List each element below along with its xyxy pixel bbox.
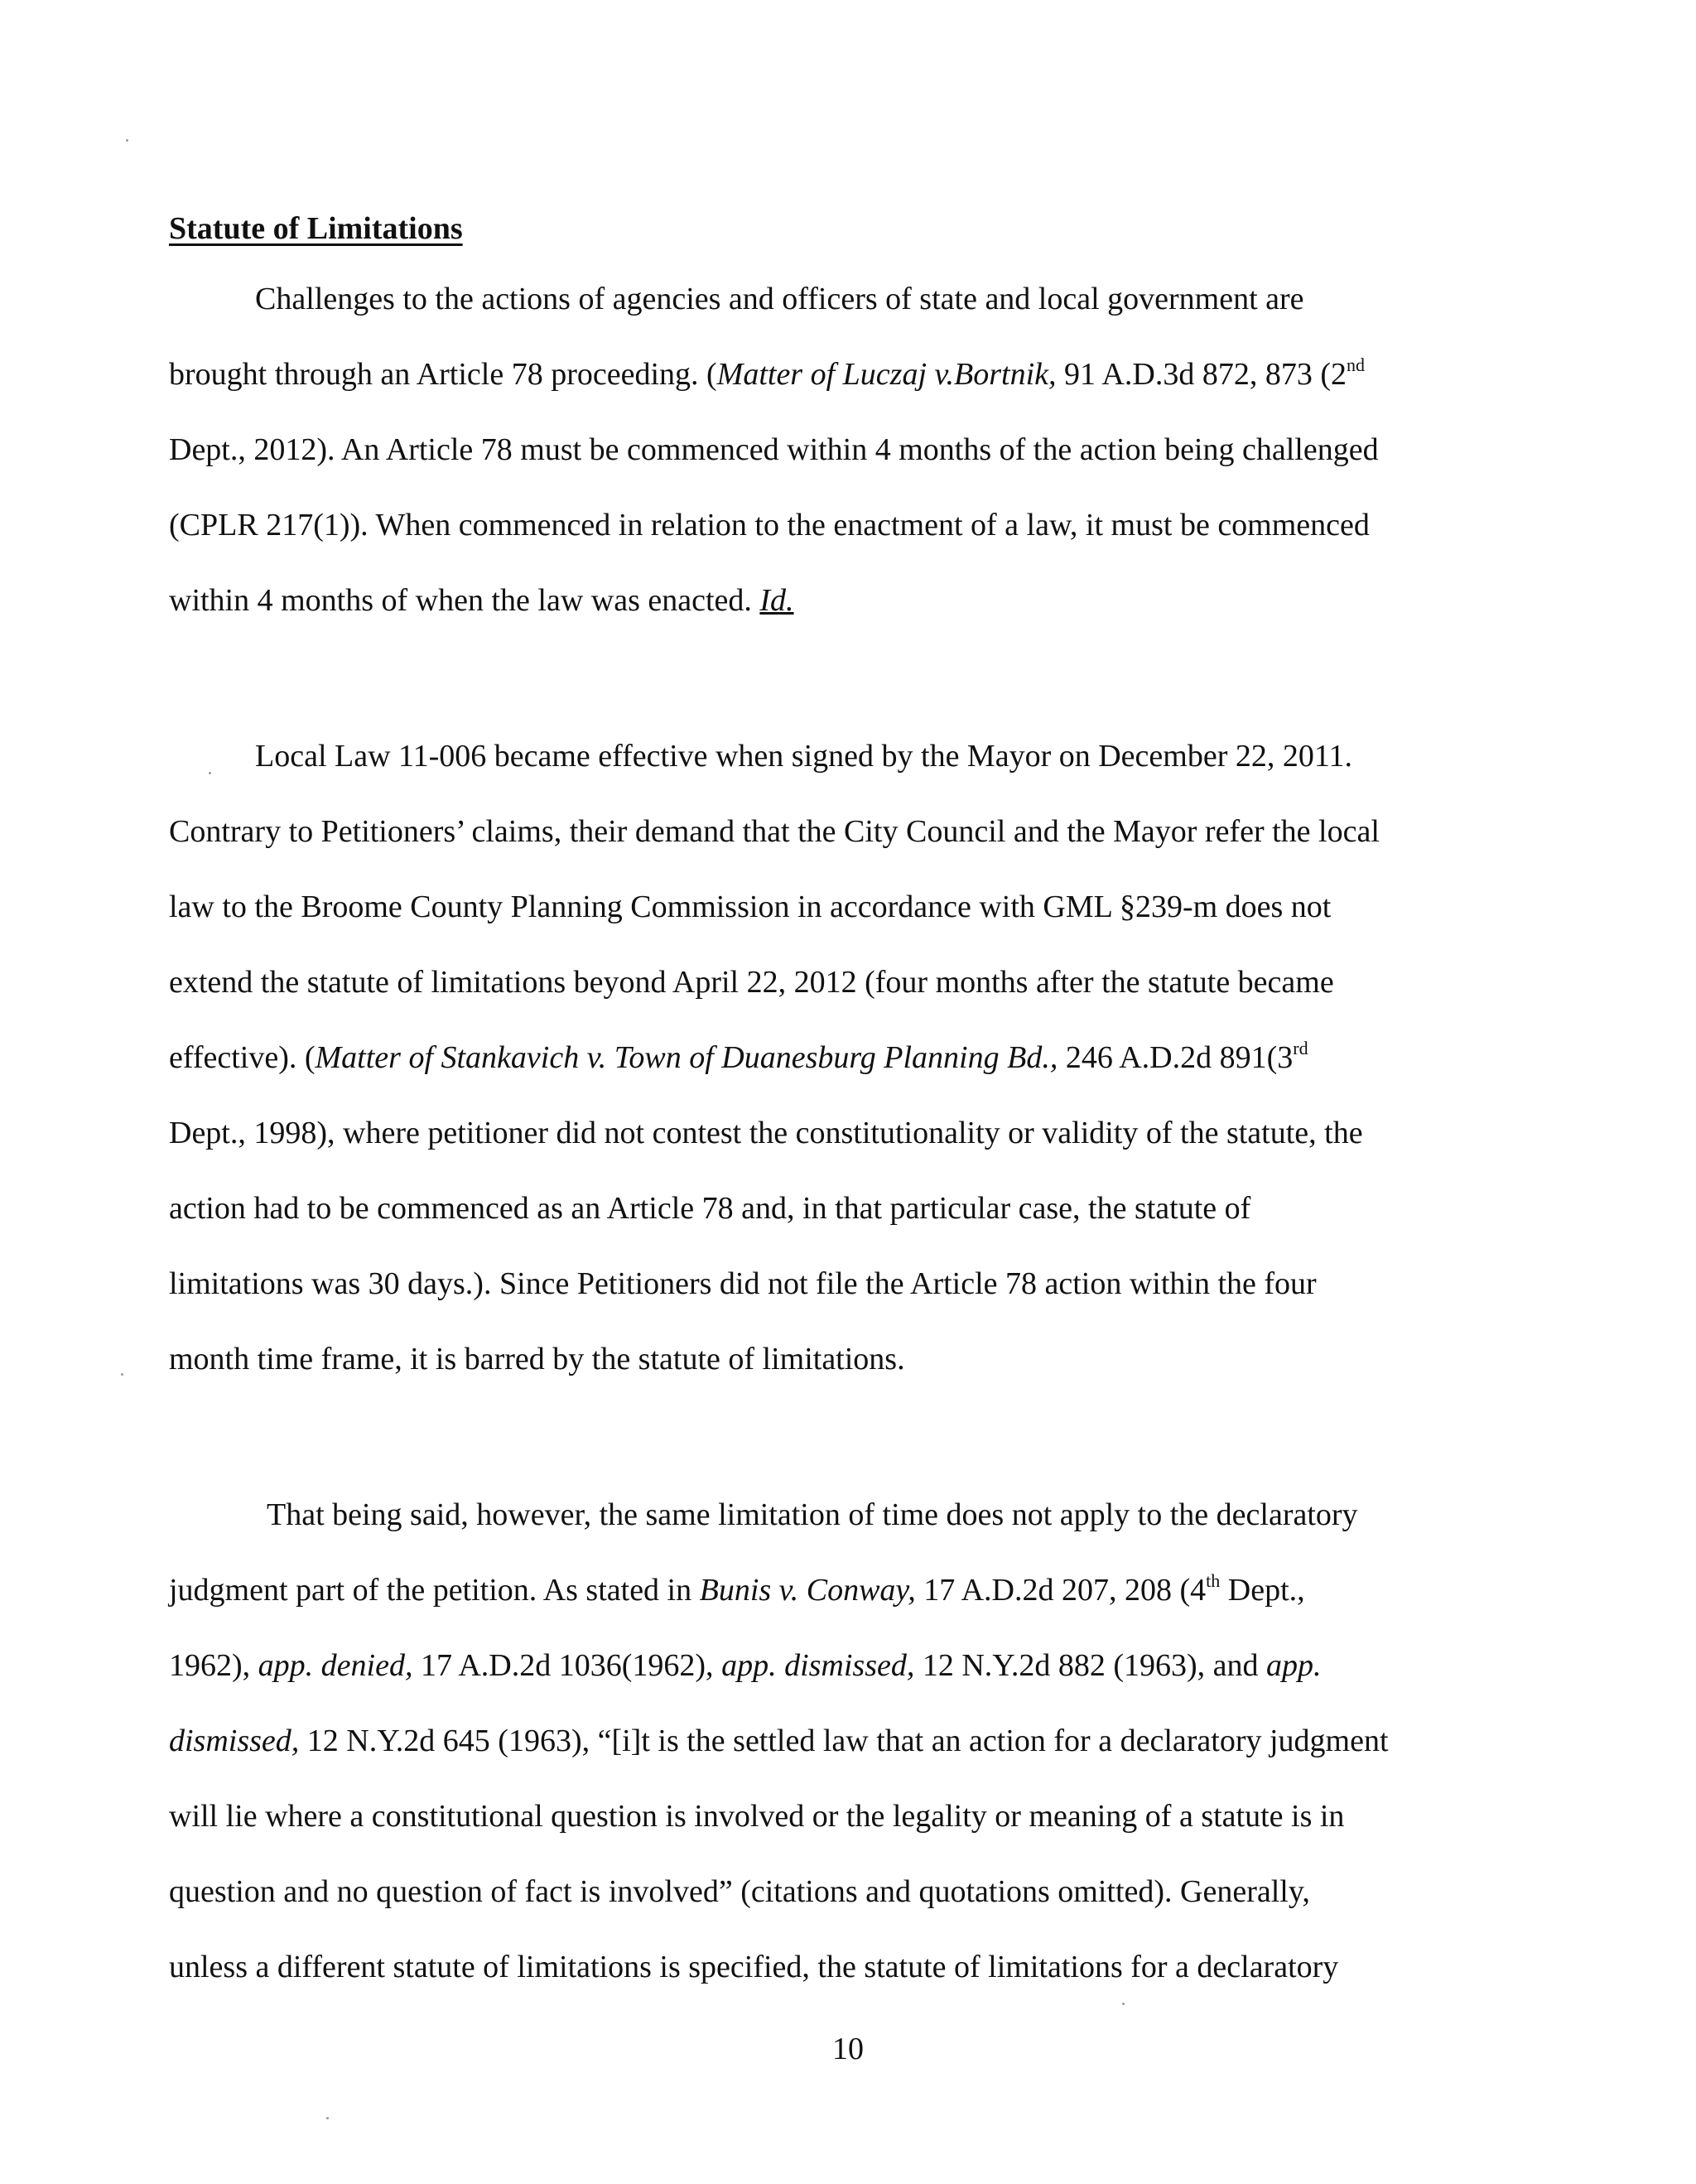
page-number: 10 [832,2032,864,2066]
paragraph-line: Dept., 1998), where petitioner did not contest the constitutionality or validity of the statute, the [169,1116,1363,1150]
paragraph-line: That being said, however, the same limitation of time does not apply to the declaratory [267,1497,1358,1532]
scan-speck [326,2117,329,2119]
scan-speck [209,772,211,774]
paragraph-line: (CPLR 217(1)). When commenced in relation to the enactment of a law, it must be commenced [169,508,1370,542]
case-citation: Bunis v. Conway, [699,1573,916,1608]
paragraph-line: will lie where a constitutional question is involved or the legality or meaning of a statute is in [169,1799,1345,1834]
paragraph-line: Contrary to Petitioners’ claims, their demand that the City Council and the Mayor refer the local [169,814,1380,849]
paragraph-line: effective). (Matter of Stankavich v. Town of Duanesburg Planning Bd., 246 A.D.2d 891(3rd [169,1038,1308,1075]
paragraph-line: brought through an Article 78 proceeding. (Matter of Luczaj v.Bortnik, 91 A.D.3d 872, 873 (2nd [169,354,1365,392]
paragraph-line: month time frame, it is barred by the statute of limitations. [169,1342,905,1376]
scan-speck [1122,2003,1125,2005]
paragraph-line: action had to be commenced as an Article 78 and, in that particular case, the statute of [169,1191,1251,1226]
scan-speck [126,139,128,142]
paragraph-line: Challenges to the actions of agencies and officers of state and local government are [255,282,1304,316]
paragraph-line: judgment part of the petition. As stated in Bunis v. Conway, 17 A.D.2d 207, 208 (4th Dept., [169,1570,1305,1608]
paragraph-line: unless a different statute of limitations is specified, the statute of limitations for a declaratory [169,1950,1339,1984]
paragraph-3 [169,1478,1461,2005]
section-heading: Statute of Limitations [169,211,463,246]
case-citation: Matter of Stankavich v. Town of Duanesburg Planning Bd., [315,1040,1058,1075]
paragraph-line: 1962), app. denied, 17 A.D.2d 1036(1962), app. dismissed, 12 N.Y.2d 882 (1963), and app. [169,1648,1322,1683]
paragraph-line: Local Law 11-006 became effective when signed by the Mayor on December 22, 2011. [255,739,1352,774]
case-citation: Matter of Luczaj v.Bortnik, [716,357,1057,392]
paragraph-line: within 4 months of when the law was enacted. Id. [169,583,794,618]
paragraph-1 [169,262,1461,639]
id-citation: Id. [759,583,794,618]
paragraph-line: question and no question of fact is involved” (citations and quotations omitted). Generally, [169,1874,1310,1909]
paragraph-line: limitations was 30 days.). Since Petitioners did not file the Article 78 action within the four [169,1266,1317,1301]
paragraph-line: Dept., 2012). An Article 78 must be commenced within 4 months of the action being challenged [169,432,1379,467]
paragraph-line: dismissed, 12 N.Y.2d 645 (1963), “[i]t is the settled law that an action for a declaratory judgment [169,1724,1389,1758]
paragraph-line: law to the Broome County Planning Commission in accordance with GML §239-m does not [169,890,1332,924]
paragraph-2 [169,719,1461,1397]
paragraph-line: extend the statute of limitations beyond April 22, 2012 (four months after the statute became [169,965,1334,1000]
scan-speck [121,1373,123,1376]
